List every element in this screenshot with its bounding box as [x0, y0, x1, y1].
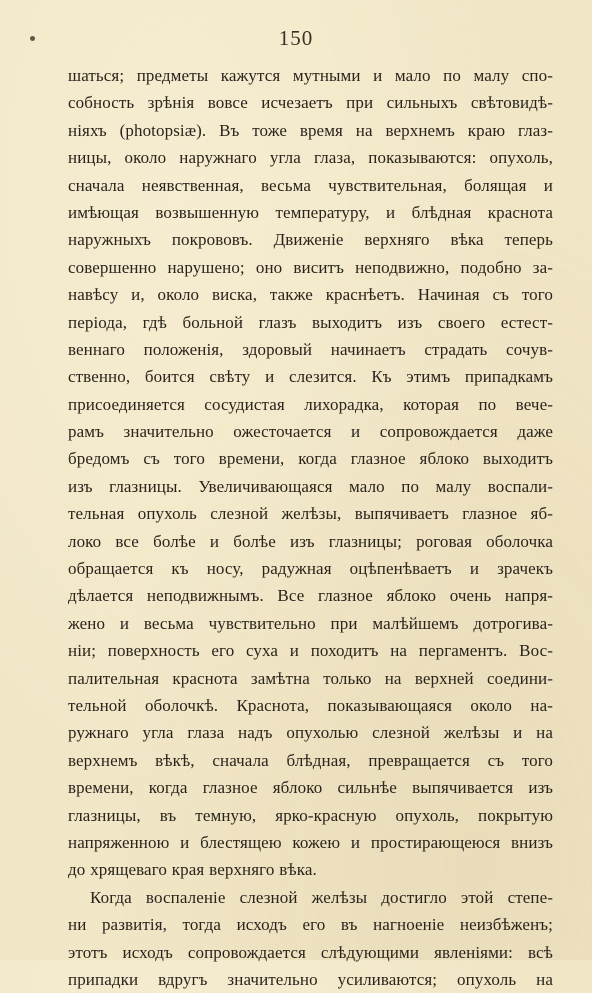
- text-line: совершенно нарушено; оно виситъ неподвижно, подобно за-: [68, 257, 553, 277]
- text-line: навѣсу и, около виска, также краснѣетъ. Начиная съ того: [68, 285, 553, 305]
- text-line: палительная краснота замѣтна только на верхней соедини-: [68, 668, 553, 688]
- text-line: ніяхъ (photopsiæ). Въ тоже время на верхнемъ краю глаз-: [68, 120, 553, 140]
- text-line: напряженною и блестящею кожею и простирающеюся внизъ: [68, 832, 553, 852]
- text-line: жено и весьма чувствительно при малѣйшемъ дотрогива-: [68, 613, 553, 633]
- text-line: обращается къ носу, радужная оцѣпенѣваетъ и зрачекъ: [68, 559, 553, 579]
- text-line: этотъ исходъ сопровождается слѣдующими явленіями: всѣ: [68, 942, 553, 962]
- text-line: изъ глазницы. Увеличивающаяся мало по малу воспали-: [68, 476, 553, 496]
- text-line: тельной оболочкѣ. Краснота, показывающаяся около на-: [68, 695, 553, 715]
- text-line: сначала неявственная, весьма чувствительная, болящая и: [68, 175, 553, 195]
- text-line: періода, гдѣ больной глазъ выходитъ изъ своего естест-: [68, 312, 553, 332]
- page-number: 150: [278, 26, 314, 50]
- text-line: дѣлается неподвижнымъ. Все глазное яблоко очень напря-: [68, 586, 553, 606]
- text-line: ницы, около наружнаго угла глаза, показываются: опухоль,: [68, 148, 553, 168]
- text-line: глазницы, въ темную, ярко-красную опухоль, покрытую: [68, 805, 553, 825]
- body-text: [68, 62, 553, 993]
- text-line: ни развитія, тогда исходъ его въ нагноеніе неизбѣженъ;: [68, 915, 553, 935]
- text-line: веннаго положенія, здоровый начинаетъ страдать сочув-: [68, 339, 553, 359]
- paragraph-start-line: Когда воспаленіе слезной желѣзы достигло этой степе-: [90, 887, 553, 907]
- paragraph-end-line: до хрящеваго края верхняго вѣка.: [68, 860, 317, 880]
- text-line: припадки вдругъ значительно усиливаются; опухоль на: [68, 969, 553, 989]
- text-line: верхнемъ вѣкѣ, сначала блѣдная, превращается съ того: [68, 750, 553, 770]
- text-line: рамъ значительно ожесточается и сопровождается даже: [68, 422, 553, 442]
- text-line: ственно, боится свѣту и слезится. Къ этимъ припадкамъ: [68, 367, 553, 387]
- text-line: имѣющая возвышенную температуру, и блѣдная краснота: [68, 202, 553, 222]
- text-line: локо все болѣе и болѣе изъ глазницы; роговая оболочка: [68, 531, 553, 551]
- text-line: ніи; поверхность его суха и походитъ на пергаментъ. Вос-: [68, 641, 553, 661]
- text-line: собность зрѣнія вовсе исчезаетъ при сильныхъ свѣтовидѣ-: [68, 93, 553, 113]
- text-line: времени, когда глазное яблоко сильнѣе выпячивается изъ: [68, 778, 553, 798]
- text-line: шаться; предметы кажутся мутными и мало по малу спо-: [68, 66, 553, 85]
- text-line: наружныхъ покрововъ. Движеніе верхняго вѣка теперь: [68, 230, 553, 250]
- text-line: ружнаго угла глаза надъ опухолью слезной желѣзы и на: [68, 723, 553, 743]
- text-line: тельная опухоль слезной желѣзы, выпячиваетъ глазное яб-: [68, 504, 553, 524]
- text-line: присоединяется сосудистая лихорадка, которая по вече-: [68, 394, 553, 414]
- text-line: бредомъ съ того времени, когда глазное яблоко выходитъ: [68, 449, 553, 469]
